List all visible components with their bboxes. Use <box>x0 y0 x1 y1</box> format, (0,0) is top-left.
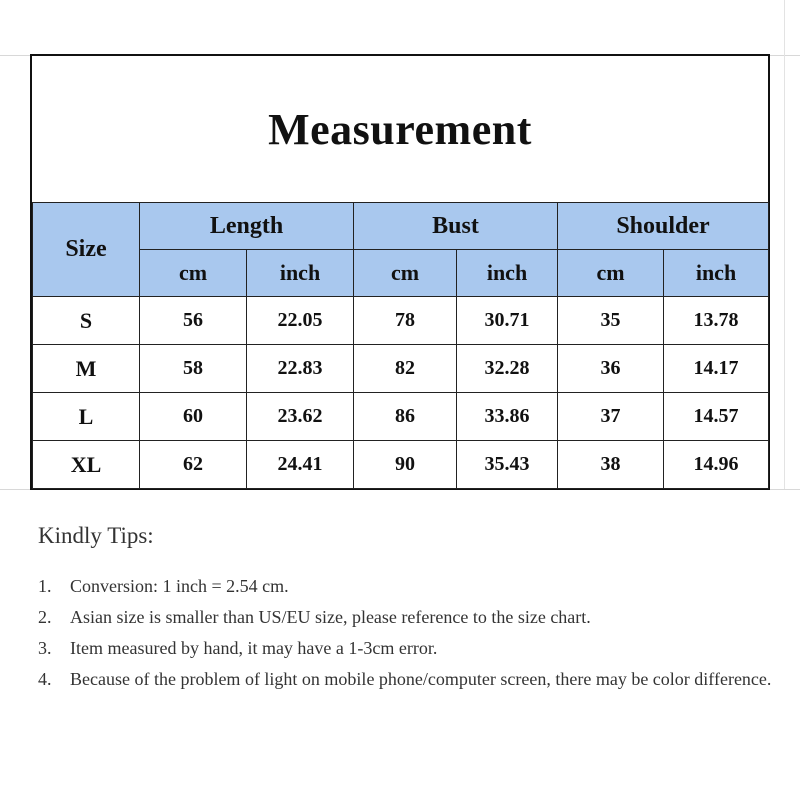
table-cell: 36 <box>558 345 664 393</box>
unit-header: cm <box>354 250 457 297</box>
size-cell: XL <box>33 441 140 489</box>
list-text: Asian size is smaller than US/EU size, please reference to the size chart. <box>70 607 591 627</box>
size-chart-table <box>32 202 769 489</box>
table-cell: 32.28 <box>457 345 558 393</box>
table-cell: 23.62 <box>247 393 354 441</box>
table-cell: 22.83 <box>247 345 354 393</box>
guide-line <box>0 55 30 56</box>
bust-group-header: Bust <box>354 203 558 250</box>
unit-header: inch <box>247 250 354 297</box>
table-cell: 13.78 <box>664 297 769 345</box>
table-cell: 60 <box>140 393 247 441</box>
page-title: Measurement <box>268 104 532 154</box>
guide-line <box>770 55 800 56</box>
measurement-sheet <box>30 54 770 490</box>
tips-list <box>38 571 778 695</box>
table-row <box>33 345 769 393</box>
table-cell: 78 <box>354 297 457 345</box>
table-cell: 35.43 <box>457 441 558 489</box>
unit-header: inch <box>457 250 558 297</box>
list-item <box>38 571 778 602</box>
size-cell: M <box>33 345 140 393</box>
table-cell: 24.41 <box>247 441 354 489</box>
table-row <box>33 393 769 441</box>
table-cell: 38 <box>558 441 664 489</box>
table-row <box>33 441 769 489</box>
table-cell: 62 <box>140 441 247 489</box>
tips-section <box>38 523 778 695</box>
table-cell: 14.96 <box>664 441 769 489</box>
list-item <box>38 664 778 695</box>
list-text: Because of the problem of light on mobile phone/computer screen, there may be color difference. <box>70 669 772 689</box>
table-cell: 90 <box>354 441 457 489</box>
table-cell: 56 <box>140 297 247 345</box>
table-cell: 14.57 <box>664 393 769 441</box>
list-item <box>38 633 778 664</box>
table-cell: 35 <box>558 297 664 345</box>
unit-header: cm <box>558 250 664 297</box>
table-cell: 86 <box>354 393 457 441</box>
list-number: 1. <box>38 576 52 596</box>
table-header-row <box>33 203 769 250</box>
table-cell: 82 <box>354 345 457 393</box>
unit-header: cm <box>140 250 247 297</box>
list-number: 4. <box>38 669 52 689</box>
guide-line <box>0 489 30 490</box>
shoulder-group-header: Shoulder <box>558 203 769 250</box>
list-text: Item measured by hand, it may have a 1-3cm error. <box>70 638 438 658</box>
unit-header: inch <box>664 250 769 297</box>
table-cell: 37 <box>558 393 664 441</box>
table-unit-row <box>33 250 769 297</box>
table-cell: 58 <box>140 345 247 393</box>
table-row <box>33 297 769 345</box>
size-cell: S <box>33 297 140 345</box>
guide-line <box>784 0 785 490</box>
length-group-header: Length <box>140 203 354 250</box>
list-number: 3. <box>38 638 52 658</box>
table-cell: 14.17 <box>664 345 769 393</box>
list-item <box>38 602 778 633</box>
list-text: Conversion: 1 inch = 2.54 cm. <box>70 576 289 596</box>
tips-heading: Kindly Tips: <box>38 523 154 548</box>
table-cell: 33.86 <box>457 393 558 441</box>
size-cell: L <box>33 393 140 441</box>
table-cell: 30.71 <box>457 297 558 345</box>
size-column-header: Size <box>33 203 140 297</box>
table-cell: 22.05 <box>247 297 354 345</box>
list-number: 2. <box>38 607 52 627</box>
guide-line <box>770 489 800 490</box>
